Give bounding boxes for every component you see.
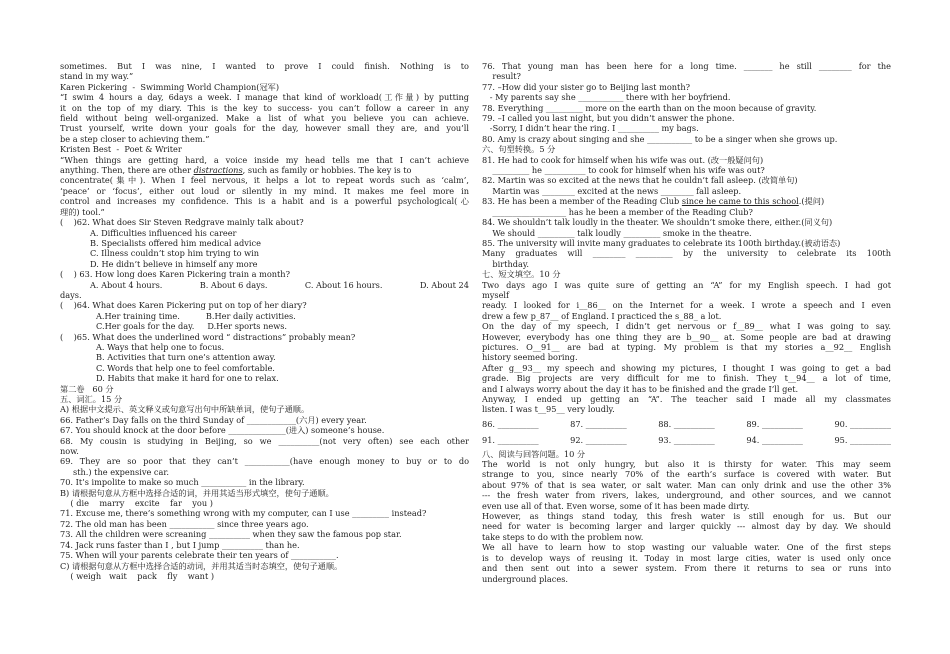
karen-line: “I swim 4 hours a day, 6days a week. I manage that kind of workload(工作量) by putting [60,92,469,103]
answer-blank[interactable]: 90. __________ [834,418,891,429]
section-five-heading: 五、词汇。15 分 [60,394,123,404]
answer-blank[interactable]: 95. __________ [834,435,891,446]
passage-line: myself [482,289,510,300]
right-column [482,61,891,584]
option: B. Specialists offered him medical advice [90,237,261,248]
reading-line: about 97% of that is sea water, or salt water. Man can only drink and use the other 3% [482,479,891,490]
text-line: 84. We shouldn’t talk loudly in the theater. We shouldn’t smoke there, either.(同义句) [482,217,833,228]
sentence-line: 72. The old man has been ___________ since three years ago. [60,518,309,529]
text-line: 78. Everything _________ more on the earth than on the moon because of gravity. [482,102,817,113]
word-box-b: ( die marry excite far you ) [60,498,213,509]
karen-line: Trust yourself, write down your goals for the day, however small they are, and you’ll [60,123,469,134]
sentence-line: 71. Excuse me, there’s something wrong with my computer, can I use _________ instead? [60,508,427,519]
karen-line: it on the top of my diary. This is the key to success- you can’t follow a career in any [60,102,469,113]
passage-line: history seemed boring. [482,352,578,363]
kristen-line: 理的) tool.” [60,206,105,217]
section-seven-heading: 七、短文填空。10 分 [482,269,561,280]
answer-blank[interactable]: 88. __________ [658,418,715,429]
passage-line: However, everybody has one thing they are b__90__ at. Some people are bad at drawing [482,331,891,342]
passage-line: After g__93__ my speech and showing my pictures, I thought I was going to get a bad [482,362,891,373]
section-b-instructions: B) 请根据句意从方框中选择合适的词，并用其适当形式填空，使句子通顺。 [60,487,334,498]
vocab-line: 67. You should knock at the door before ______________(进入) someone’s house. [60,425,385,436]
passage-line: ready. I looked for i__86__ on the Internet for a week. I wrote a speech and I even [482,300,891,311]
answer-blank[interactable]: 87. __________ [570,418,627,429]
kristen-line: concentrate(集中). When I feel nervous, it helps a lot to repeat words such as ‘calm’, [60,175,469,186]
reading-line: The world is not only hungry, but also it is thirsty for water. This may seem [482,459,891,470]
option: A. Difficulties influenced his career [90,227,237,238]
option: A. About 4 hours. [90,279,163,290]
text-line: Many graduates will ________ _________ by the university to celebrate its 100th [482,248,891,259]
reading-line: take steps to do with the problem now. [482,531,644,542]
vocab-line: 66. Father’s Day falls on the third Sunday of ____________(六月) every year. [60,414,367,425]
text-line: We should _________ talk loudly _________ smoke in the theatre. [482,227,752,238]
q63-tail: days. [60,289,82,300]
passage-line: listen. I was t__95__ very loudly. [482,404,615,415]
question-65: ( )65. What does the underlined word “ distractions” probably mean? [60,331,356,342]
text-line: result? [482,71,521,82]
reading-line: need for water is becoming larger and larger quickly --- almost day by day. We should [482,521,891,532]
part-two-heading: 第二卷 60 分 [60,383,114,394]
reading-line: --- the fresh water from rivers, lakes, underground, and other sources, and we cannot [482,490,891,501]
vocab-line: 70. It’s impolite to make so much ___________ in the library. [60,477,305,488]
text-line: 76. That young man has been here for a long time. _______ he still ________ for the [482,61,891,71]
section-c-instructions: C) 请根据句意从方框中选择合适的动词，并用其适当时态填空，使句子通顺。 [60,560,343,571]
kristen-line: ‘peace’ or ‘focus’, either out loud or silently in my mind. It makes me feel more in [60,185,469,196]
passage-line: grade. Big projects are very difficult for me to finish. They t__94__ a lot of time, [482,373,891,384]
kristen-title: Kristen Best - Poet & Writer [60,144,182,155]
option: C.Her goals for the day. D.Her sports news. [96,321,288,332]
passage-line: Anyway, I ended up getting an “A”. The teacher said I made all my classmates [482,394,891,404]
intro-line: sometimes. But I was nine, I wanted to prove I could finish. Nothing is to [60,61,469,71]
answer-blank[interactable]: 91. __________ [482,435,539,446]
option: D. He didn’t believe in himself any more [90,258,258,269]
option: C. About 16 hours. [304,279,383,290]
reading-line: We all have to learn how to stop wasting our valuable water. One of the first steps [482,542,891,553]
answer-blanks-row [482,419,891,429]
vocab-line: 68. My cousin is studying in Beijing, so we __________(not very often) see each other [60,435,469,446]
text-line: 79. –I called you last night, but you didn’t answer the phone. [482,113,735,124]
reading-line: strange to you, since nearly 70% of the earth’s surface is covered with water. But [482,469,891,480]
answer-blanks-row [482,435,891,445]
option: A.Her training time. B.Her daily activities. [96,310,296,321]
passage-line: and I always worry about the day it has to be finished and the grade I’ll get. [482,383,799,394]
word-box-c: ( weigh wait pack fly want ) [60,570,215,581]
vocab-line: sth.) the expensive car. [60,466,169,477]
karen-title: Karen Pickering - Swimming World Champion(冠军) [60,81,280,92]
option: D. Habits that make it hard for one to relax. [96,373,279,384]
distractions-underlined: distractions [193,165,243,176]
reading-line: and then sent out into a sewer system. From there it returns to sea or runs into [482,563,891,574]
section-six-heading: 六、句型转换。5 分 [482,144,556,155]
karen-line: be a step closer to achieving them.” [60,133,210,144]
option: B. Activities that turn one’s attention away. [96,352,276,363]
passage-line: On the day of my speech, I didn’t get nervous or f__89__ what I was going to say. [482,321,891,332]
question-63: ( ) 63. How long does Karen Pickering train a month? [60,269,290,280]
intro-line: stand in my way.” [60,71,134,82]
reading-line: underground places. [482,573,568,584]
question-64: ( )64. What does Karen Pickering put on top of her diary? [60,300,307,311]
vocab-line: now. [60,446,79,457]
text-line: 80. Amy is crazy about singing and she ___________ to be a singer when she grows up. [482,133,838,144]
text-line: 81. He had to cook for himself when his wife was out. (改一般疑问句) [482,154,764,165]
sentence-line: 75. When will your parents celebrate their ten years of ___________. [60,550,339,561]
text-line: Martin was ________ excited at the news ________ fall asleep. [482,185,742,196]
option: B. About 6 days. [199,279,268,290]
answer-blank[interactable]: 86. __________ [482,418,539,429]
section-a-instructions: A) 根据中文提示、英文释义或句意写出句中所缺单词，使句子通顺。 [60,404,310,415]
answer-blank[interactable]: 94. __________ [746,435,803,446]
reading-line: is to develop ways of reusing it. Today in most large cities, water is used only once [482,552,891,563]
answer-blank[interactable]: 93. __________ [658,435,715,446]
kristen-line: “When things are getting hard, a voice inside my head tells me that I can’t achieve [60,154,469,165]
text-line: - My parents say she ___________ there with her boyfriend. [482,92,731,103]
text-line: 85. The university will invite many graduates to celebrate its 100th birthday.(被动语态) [482,237,841,248]
vocab-line: 69. They are so poor that they can’t ___________(have enough money to buy or to do [60,456,469,467]
reading-line: However, as things stand today, this fresh water is still enough for us. But our [482,511,891,522]
answer-blank[interactable]: 92. __________ [570,435,627,446]
kristen-line: control and increases my confidence. This is a habit and is a powerful psychological(心 [60,196,469,207]
question-83: 83. He has been a member of the Reading Club since he came to this school.(提问) [482,196,825,207]
text-line: birthday. [482,258,530,269]
option: C. Illness couldn’t stop him trying to win [90,248,259,259]
reading-line: even use all of that. Even worse, some of it has been made dirty. [482,500,750,511]
option: A. Ways that help one to focus. [96,341,225,352]
passage-line: drew a few p_87__ of England. I practiced the s_88_ a lot. [482,310,722,321]
sentence-line: 74. Jack runs faster than I , but I jump __________ than he. [60,539,300,550]
karen-line: field without being well-organized. Make a list of what you believe you can achieve. [60,113,469,124]
text-line: -Sorry, I didn’t hear the ring. I __________ my bags. [482,123,699,134]
section-eight-heading: 八、阅读与回答问题。10 分 [482,448,586,459]
text-line: __________________ has he been a member of the Reading Club? [482,206,753,217]
option: C. Words that help one to feel comfortable. [96,362,275,373]
text-line: 82. Martin was so excited at the news that he couldn’t fall asleep. (改简单句) [482,175,798,186]
kristen-line: anything. Then, there are other distractions, such as family or hobbies. The key is to [60,165,412,176]
passage-line: pictures. O__91__ are bad at typing. My problem is that my stories a__92__ English [482,341,891,352]
sentence-line: 73. All the children were screaning __________ when they saw the famous pop star. [60,529,402,540]
question-62: ( )62. What does Sir Steven Redgrave mainly talk about? [60,217,304,228]
text-line: 77. –How did your sister go to Beijing last month? [482,81,690,92]
passage-line: Two days ago I was quite sure of getting an “A” for my English speech. I had got [482,279,891,290]
q83-underlined: since he came to this school [681,196,799,207]
q63-options [60,280,469,290]
text-line: _________ he __________ to cook for himself when his wife was out? [482,165,765,176]
answer-blank[interactable]: 89. __________ [746,418,803,429]
left-column [60,61,469,581]
option: D. About 24 [419,279,469,290]
